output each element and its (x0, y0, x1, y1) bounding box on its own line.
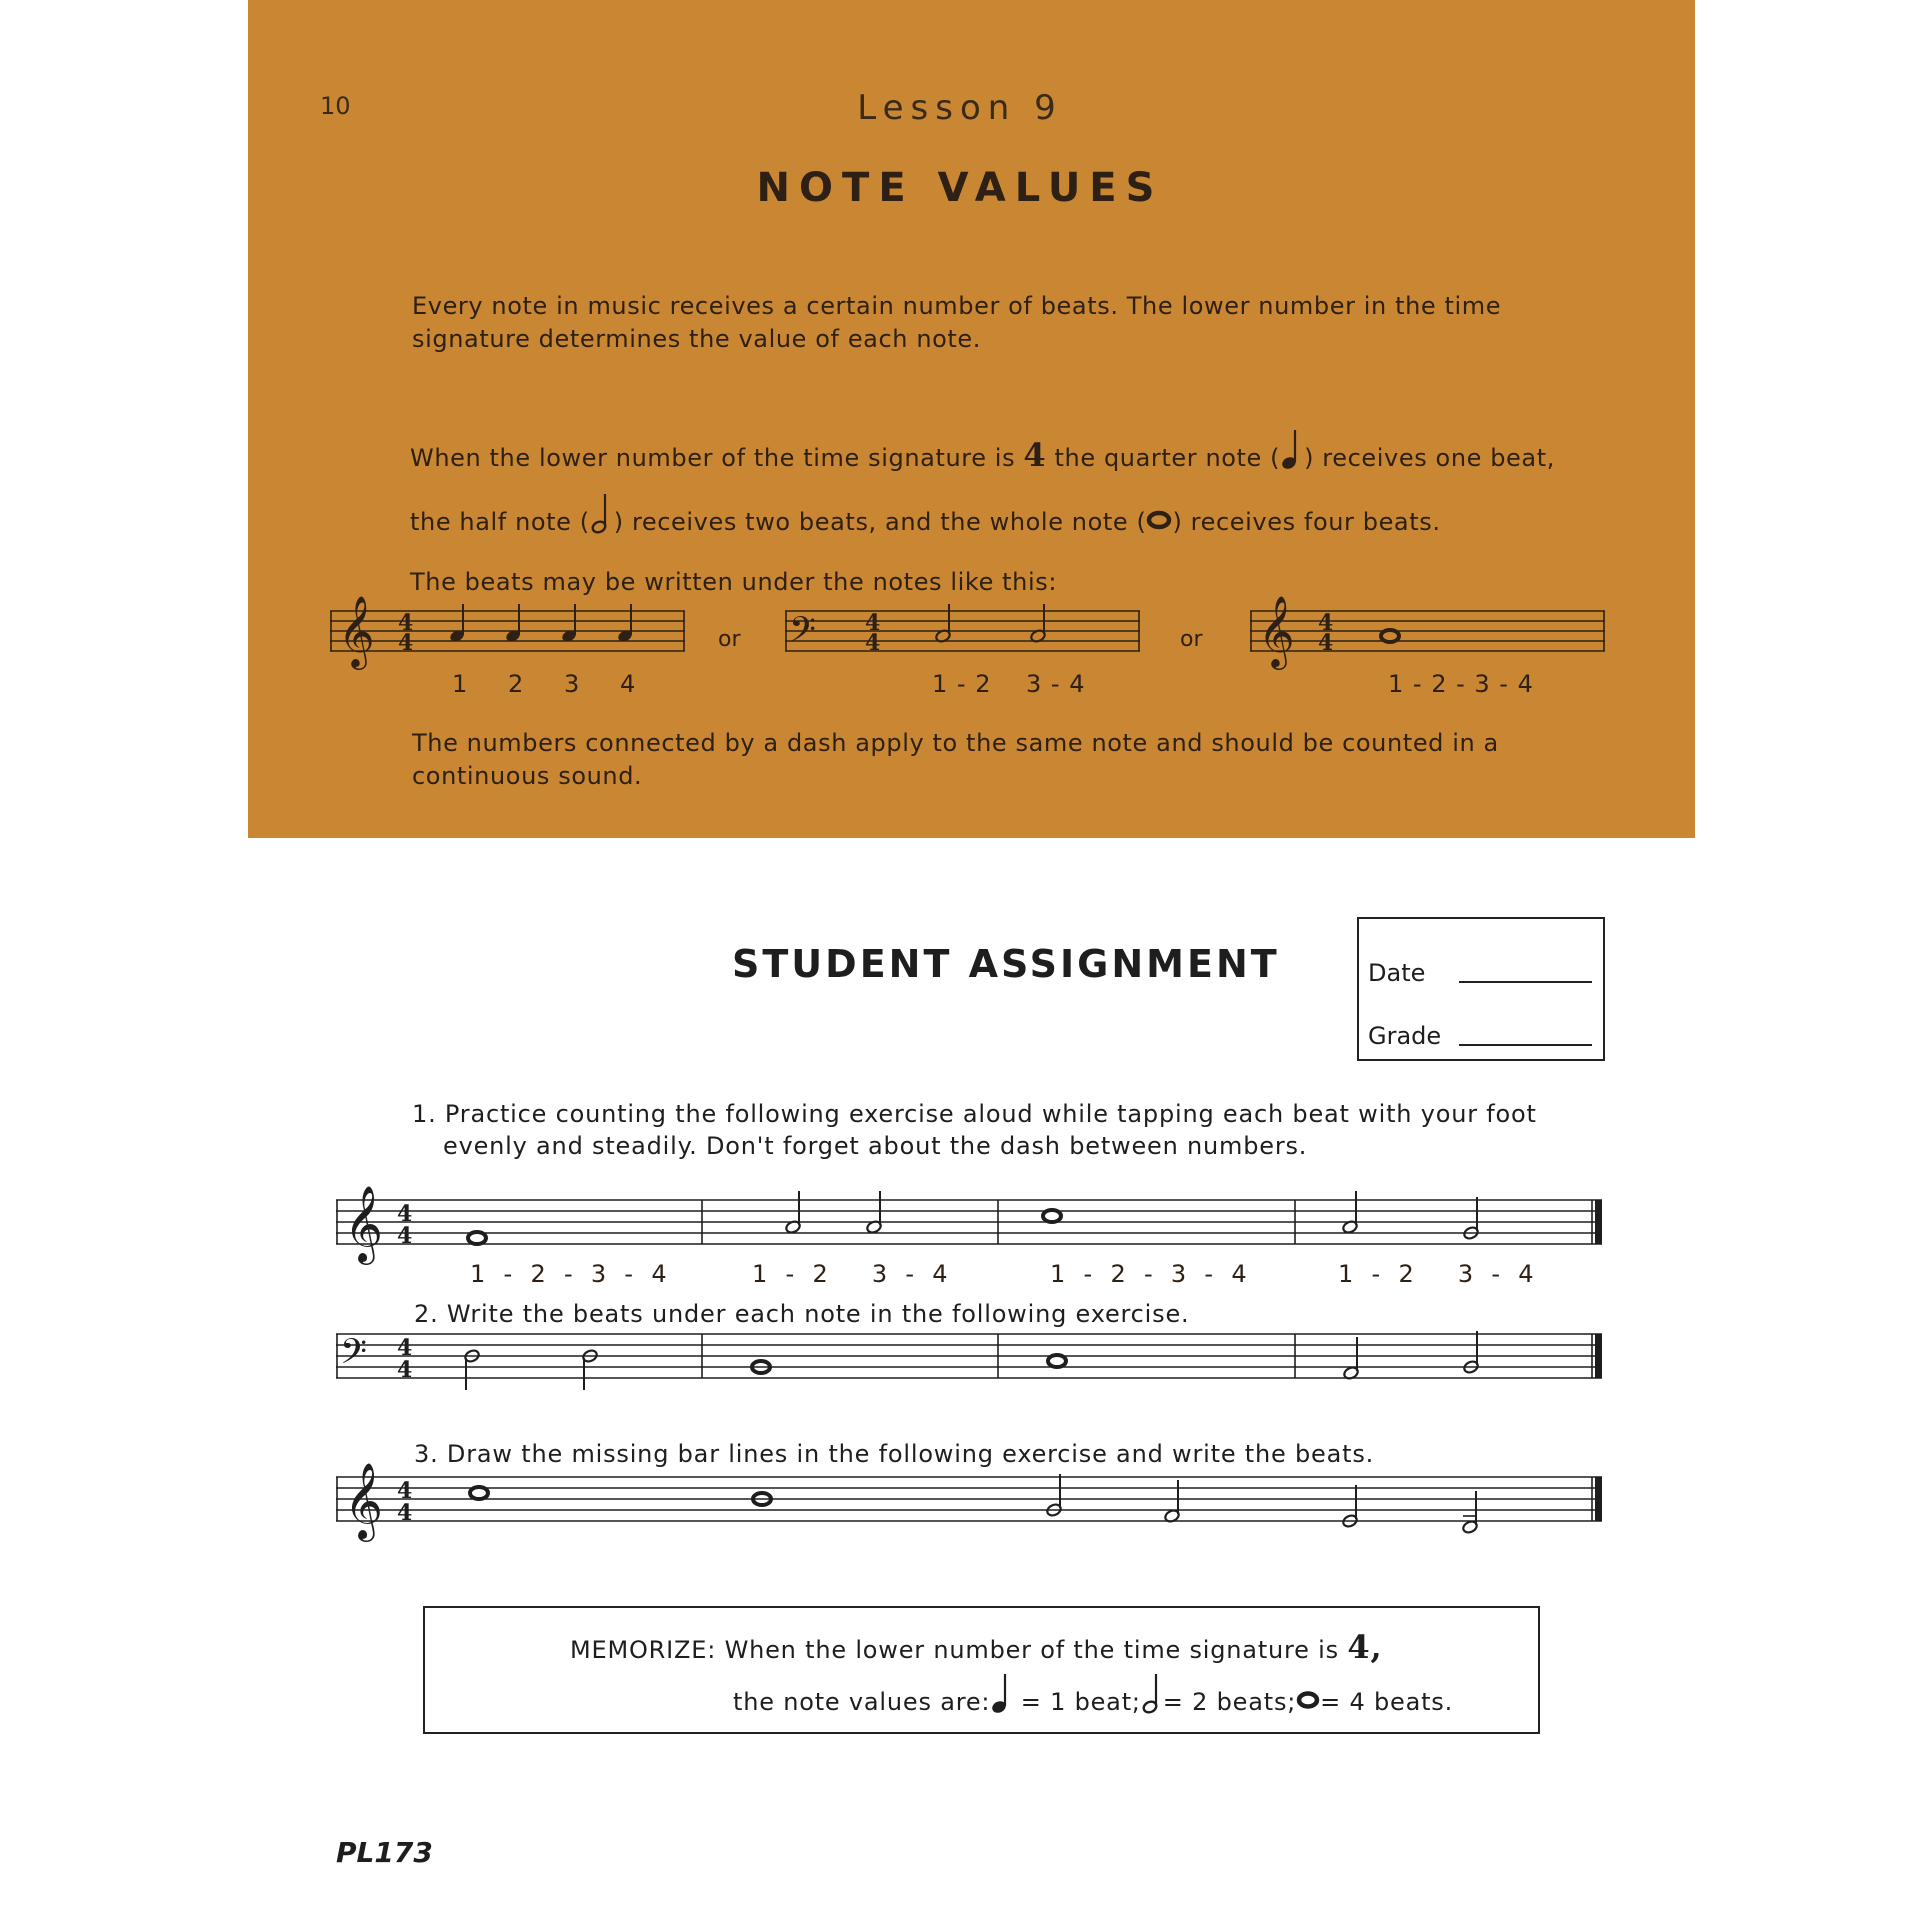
whole-note (468, 1232, 486, 1244)
svg-text:4: 4 (397, 1357, 413, 1383)
memorize-text: When the lower number of the time signature is (724, 1636, 1339, 1664)
half-value: = 2 beats; (1162, 1688, 1297, 1716)
assignment-title: STUDENT ASSIGNMENT (732, 942, 1280, 986)
whole-note-icon (1146, 510, 1172, 530)
lesson-label: Lesson 9 (857, 88, 1063, 128)
bass-clef-icon: 𝄢 (340, 1331, 368, 1380)
memorize-line-1 (570, 1628, 1382, 1666)
grade-blank[interactable] (1459, 1044, 1592, 1046)
memorize-number: 4, (1347, 1628, 1383, 1666)
exercise-1-counts-2: 1 - 2 3 - 4 (752, 1260, 949, 1288)
whole-note (470, 1487, 488, 1499)
treble-clef-icon: 𝄞 (344, 1462, 384, 1539)
svg-text:4: 4 (397, 1500, 413, 1526)
whole-note (1043, 1210, 1061, 1222)
exercise-1-counts-4: 1 - 2 3 - 4 (1338, 1260, 1535, 1288)
question-1-line-2: evenly and steadily. Don't forget about the dash between numbers. (443, 1132, 1308, 1160)
svg-text:4: 4 (397, 1335, 413, 1361)
whole-note-icon (1296, 1690, 1320, 1710)
quarter-line-part1: When the lower number of the time signature is (410, 444, 1016, 472)
svg-text:4: 4 (397, 1223, 413, 1249)
example-staff-3 (1250, 596, 1610, 676)
exercise-1-counts-1: 1 - 2 - 3 - 4 (470, 1260, 668, 1288)
exercise-2-staff (336, 1320, 1606, 1400)
separator-or-2: or (1180, 627, 1203, 652)
treble-clef-icon: 𝄞 (344, 1185, 384, 1262)
memorize-prefix: the note values are: (733, 1688, 991, 1716)
question-2: 2. Write the beats under each note in the following exercise. (414, 1300, 1190, 1328)
memorize-label: MEMORIZE: (570, 1636, 717, 1664)
svg-text:4: 4 (865, 630, 881, 656)
svg-text:4: 4 (865, 610, 881, 636)
svg-text:4: 4 (397, 1201, 413, 1227)
example-staff-2 (785, 596, 1145, 676)
half-line-part3: ) receives four beats. (1172, 508, 1441, 536)
page-number: 10 (320, 92, 351, 120)
date-blank[interactable] (1459, 981, 1592, 983)
example-staff-1 (330, 596, 690, 676)
half-note-icon (1141, 1672, 1163, 1716)
example-2-count-1: 1 - 2 (932, 670, 992, 698)
example-2-count-2: 3 - 4 (1026, 670, 1086, 698)
half-line-part1: the half note ( (410, 508, 590, 536)
separator-or-1: or (718, 627, 741, 652)
svg-text:4: 4 (398, 630, 414, 656)
grade-label: Grade (1368, 1022, 1442, 1050)
treble-clef-icon: 𝄞 (338, 594, 375, 667)
quarter-value: = 1 beat; (1020, 1688, 1141, 1716)
half-note-icon (590, 492, 614, 536)
footer-code: PL173 (336, 1836, 433, 1869)
date-grade-box (1357, 917, 1605, 1061)
whole-note (1048, 1355, 1066, 1367)
quarter-note-icon (1280, 428, 1304, 472)
dash-paragraph: The numbers connected by a dash apply to the same note and should be counted in a continuous sound. (412, 729, 1499, 790)
question-3: 3. Draw the missing bar lines in the following exercise and write the beats. (414, 1440, 1375, 1468)
example-1-count-3: 3 (564, 670, 581, 698)
memorize-line-2 (733, 1672, 1453, 1716)
exercise-1-counts-3: 1 - 2 - 3 - 4 (1050, 1260, 1248, 1288)
quarter-line (410, 428, 1555, 474)
svg-text:4: 4 (1318, 630, 1334, 656)
intro-paragraph: Every note in music receives a certain number of beats. The lower number in the time signature determines the value of each note. (412, 292, 1502, 353)
quarter-line-part2: the quarter note ( (1054, 444, 1281, 472)
example-1-count-1: 1 (452, 670, 469, 698)
whole-value: = 4 beats. (1320, 1688, 1454, 1716)
quarter-note-icon (990, 1672, 1012, 1716)
memorize-box (423, 1606, 1540, 1734)
question-1-line-1: 1. Practice counting the following exercise aloud while tapping each beat with your foot (412, 1100, 1537, 1128)
treble-clef-icon: 𝄞 (1258, 594, 1295, 667)
half-line (410, 492, 1441, 536)
svg-text:4: 4 (398, 610, 414, 636)
page-title: NOTE VALUES (756, 165, 1164, 211)
svg-text:4: 4 (397, 1478, 413, 1504)
beats-intro: The beats may be written under the notes like this: (410, 568, 1058, 596)
whole-note (1381, 630, 1399, 642)
quarter-line-part3: ) receives one beat, (1304, 444, 1555, 472)
example-1-count-4: 4 (620, 670, 637, 698)
example-3-counts: 1 - 2 - 3 - 4 (1388, 670, 1534, 698)
bass-clef-icon: 𝄢 (789, 609, 817, 658)
svg-text:4: 4 (1318, 610, 1334, 636)
half-line-part2: ) receives two beats, and the whole note ( (613, 508, 1147, 536)
exercise-3-staff (336, 1456, 1606, 1546)
time-signature-number: 4 (1023, 436, 1047, 474)
example-1-count-2: 2 (508, 670, 525, 698)
exercise-1-staff (336, 1186, 1606, 1266)
date-label: Date (1368, 959, 1426, 987)
